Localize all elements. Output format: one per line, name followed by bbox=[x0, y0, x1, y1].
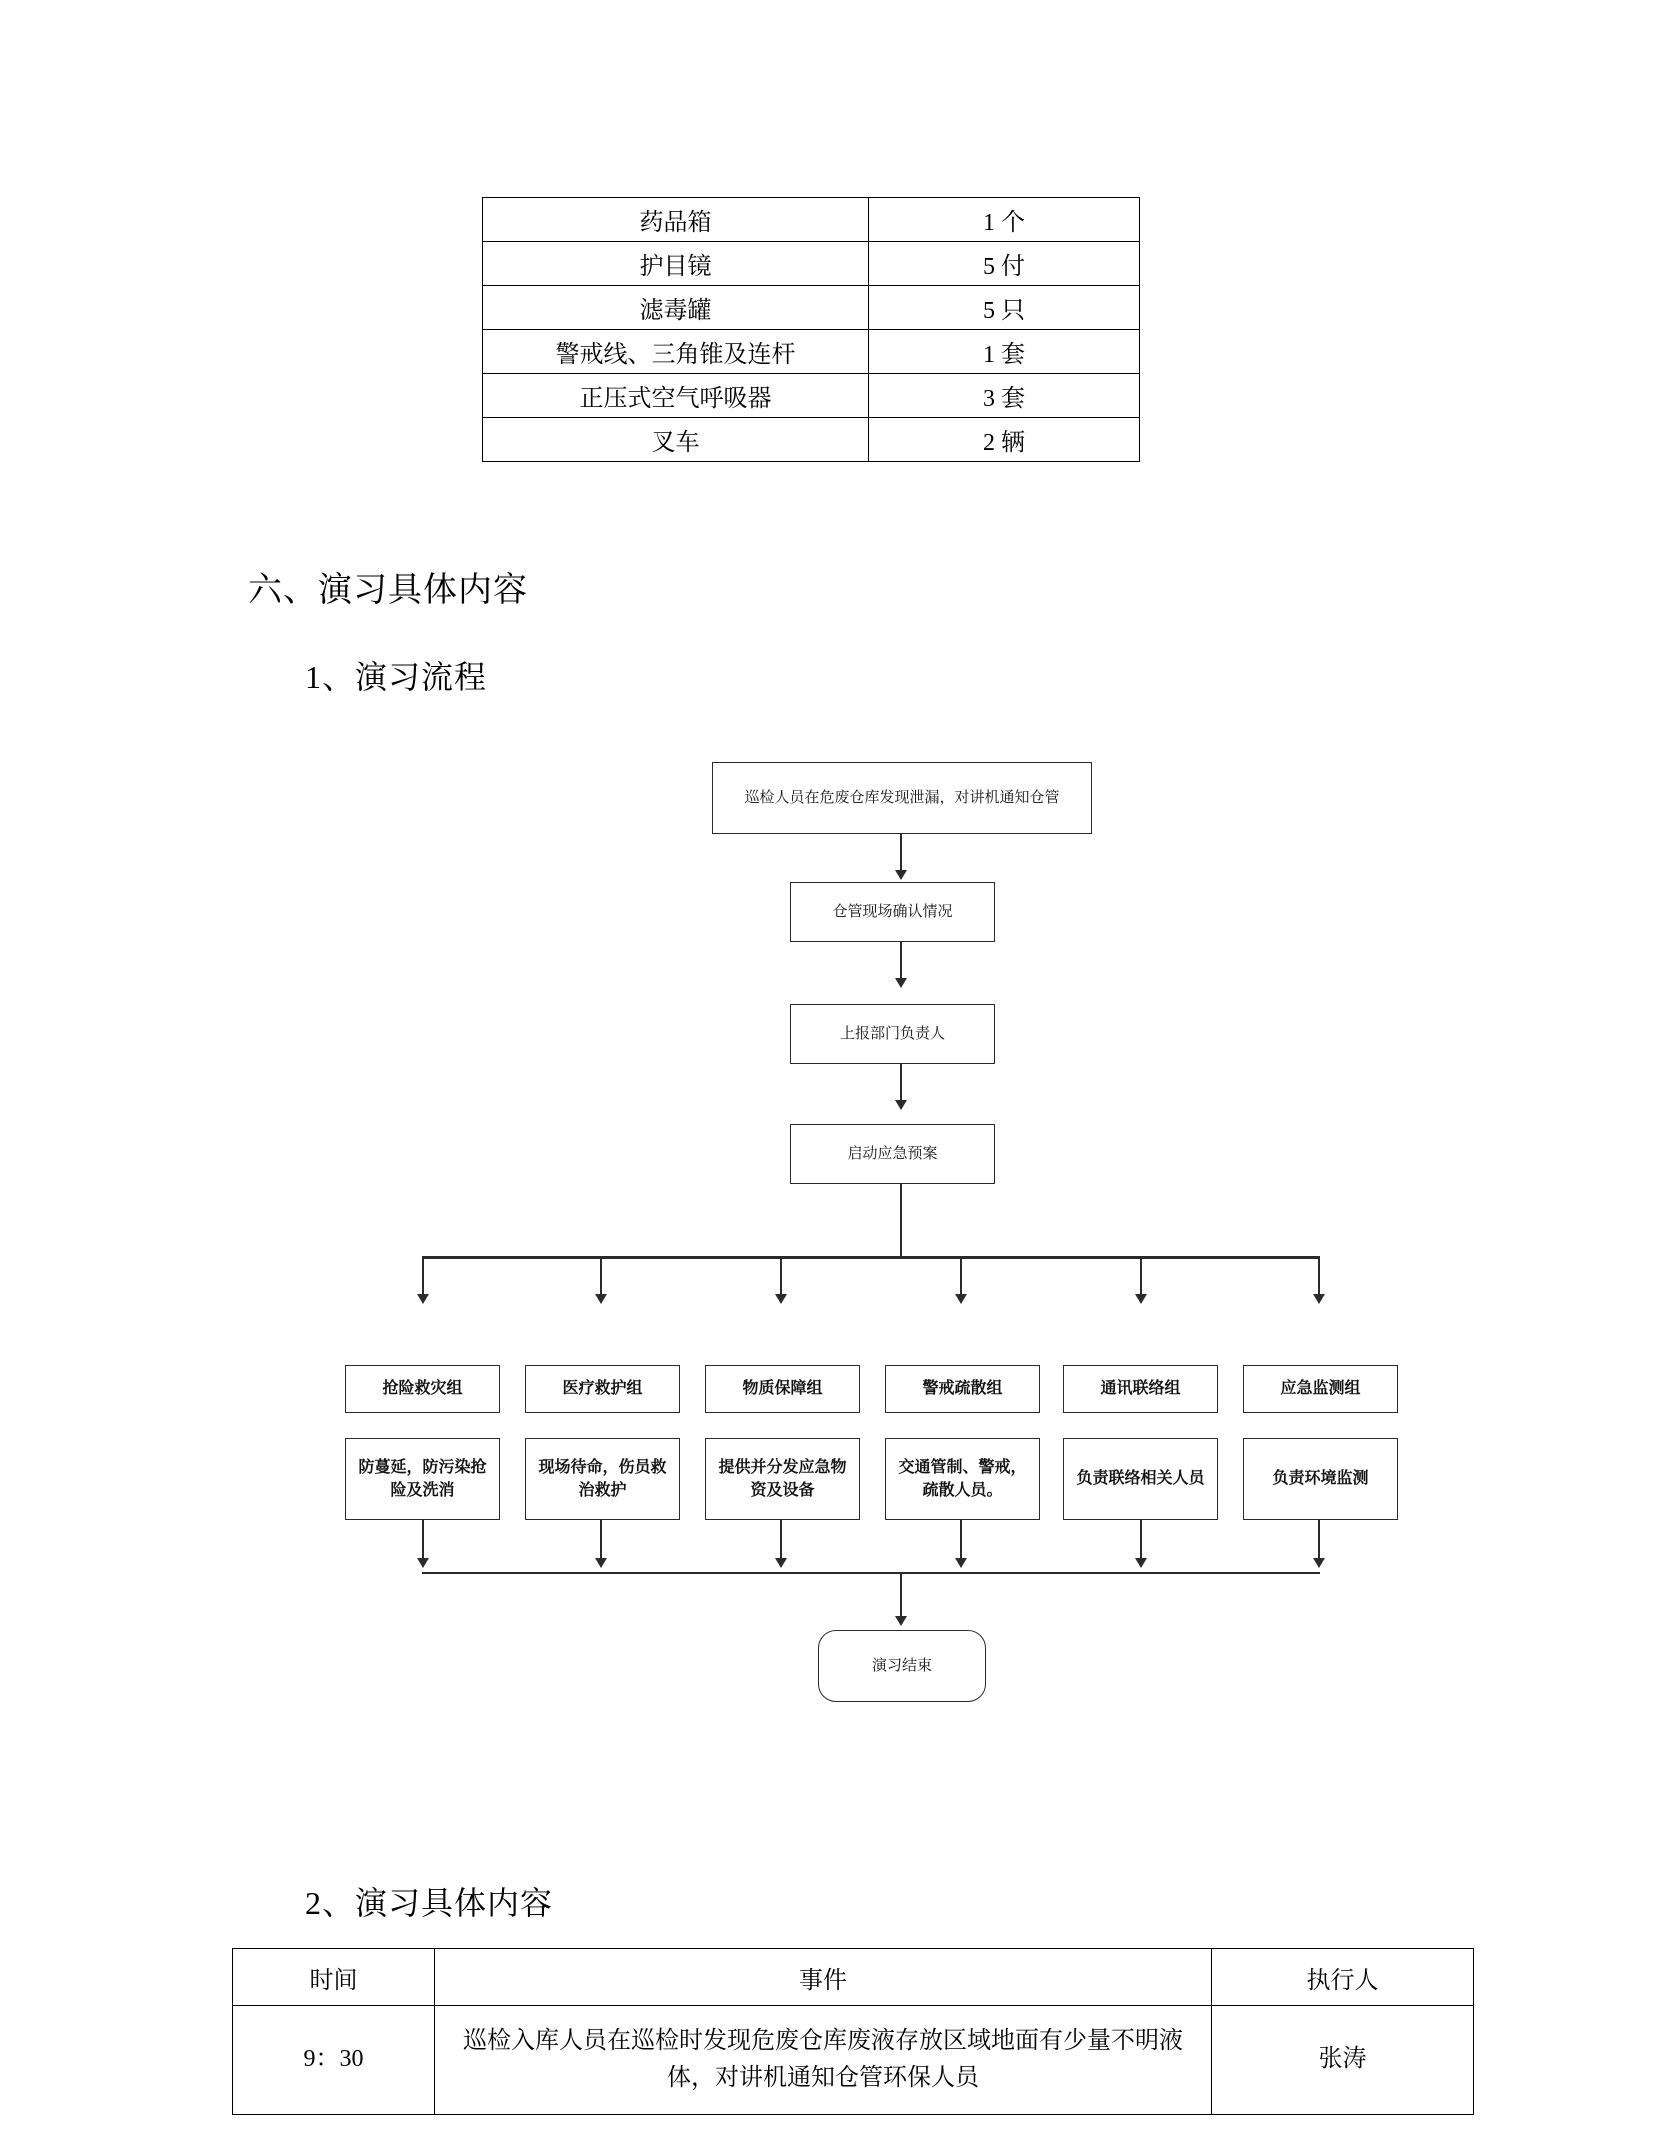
flow-node-group-title: 抢险救灾组 bbox=[345, 1365, 500, 1413]
equipment-qty: 3 套 bbox=[869, 374, 1140, 418]
flow-node-group-duty: 防蔓延，防污染抢险及洗消 bbox=[345, 1438, 500, 1520]
equipment-qty: 1 套 bbox=[869, 330, 1140, 374]
table-row bbox=[483, 242, 1140, 286]
arrow-icon bbox=[955, 1558, 967, 1568]
equipment-name: 药品箱 bbox=[483, 198, 869, 242]
arrow-icon bbox=[417, 1294, 429, 1304]
equipment-name: 滤毒罐 bbox=[483, 286, 869, 330]
flow-node-group-title: 通讯联络组 bbox=[1063, 1365, 1218, 1413]
table-header-row bbox=[233, 1949, 1474, 2006]
arrow-icon bbox=[1135, 1558, 1147, 1568]
page-title: 六、演习具体内容 bbox=[248, 572, 528, 609]
connector-bus bbox=[422, 1572, 1320, 1574]
flow-node-group-title: 应急监测组 bbox=[1243, 1365, 1398, 1413]
flow-node-group-duty: 现场待命，伤员救治救护 bbox=[525, 1438, 680, 1520]
equipment-table bbox=[482, 197, 1140, 462]
subheading-content: 2、演习具体内容 bbox=[305, 1885, 554, 1921]
cell-executor: 张涛 bbox=[1212, 2006, 1474, 2115]
connector-bus bbox=[422, 1256, 1320, 1259]
table-row bbox=[483, 330, 1140, 374]
equipment-qty: 5 付 bbox=[869, 242, 1140, 286]
equipment-name: 护目镜 bbox=[483, 242, 869, 286]
arrow-icon bbox=[955, 1294, 967, 1304]
flow-node-confirm: 仓管现场确认情况 bbox=[790, 882, 995, 942]
flow-node-group-duty: 交通管制、警戒，疏散人员。 bbox=[885, 1438, 1040, 1520]
flow-node-end: 演习结束 bbox=[818, 1630, 986, 1702]
arrow-icon bbox=[895, 870, 907, 880]
flow-node-activate-plan: 启动应急预案 bbox=[790, 1124, 995, 1184]
connector-line bbox=[900, 1184, 902, 1256]
flow-node-start: 巡检人员在危废仓库发现泄漏，对讲机通知仓管 bbox=[712, 762, 1092, 834]
table-row bbox=[483, 286, 1140, 330]
connector-line bbox=[900, 834, 902, 874]
equipment-qty: 2 辆 bbox=[869, 418, 1140, 462]
flow-node-group-title: 警戒疏散组 bbox=[885, 1365, 1040, 1413]
flow-node-group-duty: 提供并分发应急物资及设备 bbox=[705, 1438, 860, 1520]
connector-line bbox=[900, 942, 902, 982]
arrow-icon bbox=[895, 978, 907, 988]
arrow-icon bbox=[775, 1558, 787, 1568]
arrow-icon bbox=[1313, 1294, 1325, 1304]
table-row bbox=[233, 2006, 1474, 2115]
subheading-flow: 1、演习流程 bbox=[305, 659, 488, 695]
arrow-icon bbox=[417, 1558, 429, 1568]
arrow-icon bbox=[1313, 1558, 1325, 1568]
flow-node-group-title: 医疗救护组 bbox=[525, 1365, 680, 1413]
column-header-time: 时间 bbox=[233, 1949, 435, 2006]
content-table bbox=[232, 1948, 1474, 2115]
arrow-icon bbox=[595, 1558, 607, 1568]
arrow-icon bbox=[1135, 1294, 1147, 1304]
flow-node-group-duty: 负责联络相关人员 bbox=[1063, 1438, 1218, 1520]
flow-node-group-duty: 负责环境监测 bbox=[1243, 1438, 1398, 1520]
connector-line bbox=[900, 1064, 902, 1104]
table-row bbox=[483, 374, 1140, 418]
equipment-qty: 1 个 bbox=[869, 198, 1140, 242]
column-header-event: 事件 bbox=[435, 1949, 1212, 2006]
equipment-name: 正压式空气呼吸器 bbox=[483, 374, 869, 418]
arrow-icon bbox=[595, 1294, 607, 1304]
table-row bbox=[483, 198, 1140, 242]
arrow-icon bbox=[895, 1616, 907, 1626]
flowchart bbox=[0, 740, 1653, 1830]
flow-node-group-title: 物质保障组 bbox=[705, 1365, 860, 1413]
table-row bbox=[483, 418, 1140, 462]
equipment-name: 警戒线、三角锥及连杆 bbox=[483, 330, 869, 374]
connector-line bbox=[900, 1572, 902, 1620]
column-header-executor: 执行人 bbox=[1212, 1949, 1474, 2006]
arrow-icon bbox=[775, 1294, 787, 1304]
equipment-name: 叉车 bbox=[483, 418, 869, 462]
flow-node-report: 上报部门负责人 bbox=[790, 1004, 995, 1064]
equipment-qty: 5 只 bbox=[869, 286, 1140, 330]
arrow-icon bbox=[895, 1100, 907, 1110]
cell-time: 9：30 bbox=[233, 2006, 435, 2115]
cell-event: 巡检入库人员在巡检时发现危废仓库废液存放区域地面有少量不明液体，对讲机通知仓管环保人员 bbox=[435, 2006, 1212, 2115]
